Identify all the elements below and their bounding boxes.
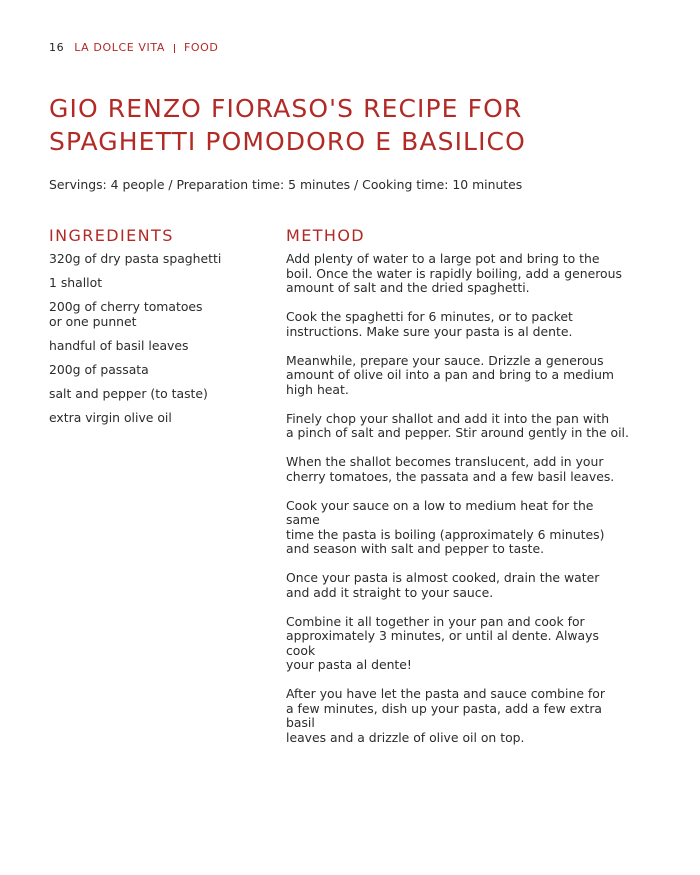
ingredient-item: 200g of cherry tomatoes or one punnet — [49, 299, 203, 329]
method-step: Combine it all together in your pan and cook for approximately 3 minutes, or until al dente. Always cook your pasta al dente! — [286, 613, 599, 672]
recipe-meta: Servings: 4 people / Preparation time: 5 minutes / Cooking time: 10 minutes — [49, 177, 523, 192]
ingredients-heading: INGREDIENTS — [49, 226, 174, 245]
page-number: 16 — [49, 41, 65, 54]
method-step: Once your pasta is almost cooked, drain the water and add it straight to your sauce. — [286, 570, 600, 600]
ingredient-item: extra virgin olive oil — [49, 409, 172, 425]
method-step: After you have let the pasta and sauce combine for a few minutes, dish up your pasta, add a few extra basil leaves and a drizzle of olive oil on top. — [286, 686, 605, 745]
recipe-title: GIO RENZO FIORASO'S RECIPE FOR SPAGHETTI POMODORO E BASILICO — [49, 94, 526, 156]
ingredients-list — [49, 252, 259, 435]
method-step: Cook the spaghetti for 6 minutes, or to packet instructions. Make sure your pasta is al dente. — [286, 309, 573, 339]
method-heading: METHOD — [286, 226, 366, 245]
magazine-name: LA DOLCE VITA — [74, 41, 165, 54]
ingredient-item: handful of basil leaves — [49, 337, 189, 353]
method-step: Add plenty of water to a large pot and bring to the boil. Once the water is rapidly boiling, add a generous amount of salt and the dried spaghetti. — [286, 251, 622, 295]
method-step: Meanwhile, prepare your sauce. Drizzle a generous amount of olive oil into a pan and bring to a medium high heat. — [286, 352, 614, 397]
method-step: Cook your sauce on a low to medium heat for the same time the pasta is boiling (approximately 6 minutes) and season with salt and pepper to taste. — [286, 497, 605, 556]
header-divider — [174, 44, 175, 53]
method-step: When the shallot becomes translucent, add in your cherry tomatoes, the passata and a few basil leaves. — [286, 454, 615, 484]
method-step: Finely chop your shallot and add it into the pan with a pinch of salt and pepper. Stir around gently in the oil. — [286, 410, 629, 440]
ingredient-item: 320g of dry pasta spaghetti — [49, 251, 222, 266]
ingredient-item: salt and pepper (to taste) — [49, 385, 208, 401]
method-steps — [286, 252, 631, 760]
running-header — [49, 41, 218, 55]
ingredient-item: 1 shallot — [49, 275, 103, 290]
ingredient-item: 200g of passata — [49, 361, 149, 377]
section-name: FOOD — [183, 41, 219, 54]
